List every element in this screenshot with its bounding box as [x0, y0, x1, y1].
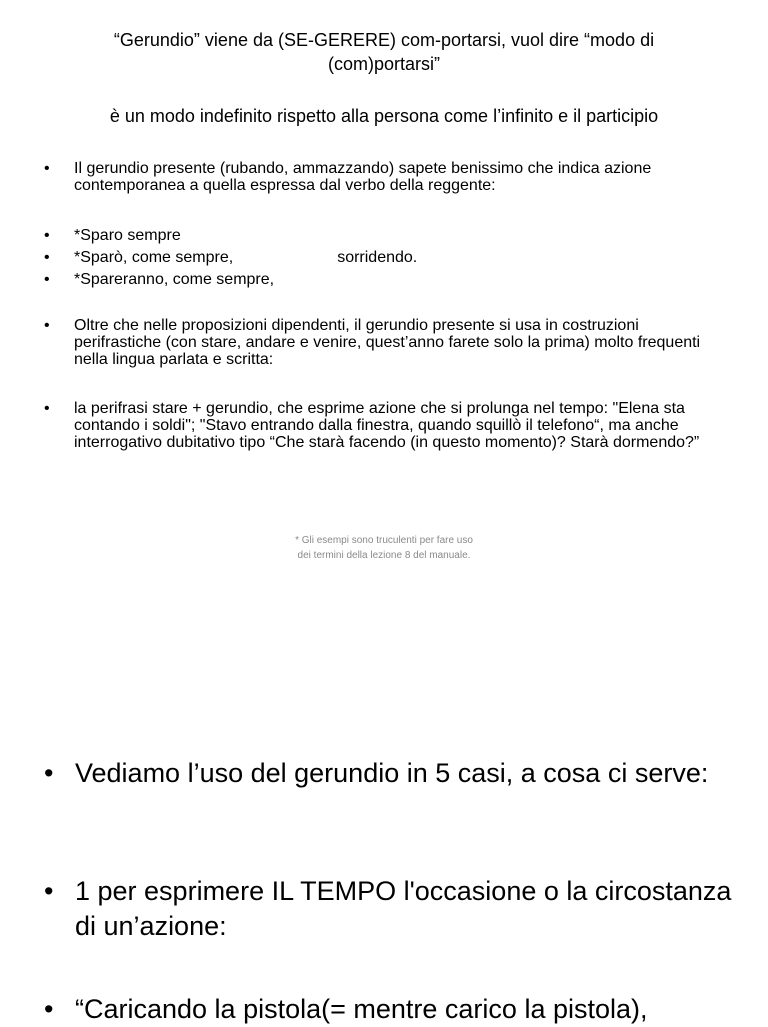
- bullet-icon: •: [44, 249, 50, 266]
- slide-subtitle: è un modo indefinito rispetto alla persona come l’infinito e il participio: [109, 106, 659, 126]
- bullet-icon: •: [44, 758, 54, 788]
- list-item: [44, 247, 724, 269]
- bullet-icon: •: [44, 994, 54, 1024]
- list-item: [44, 269, 724, 291]
- list-item: [44, 225, 724, 247]
- example-gerund: sorridendo.: [337, 249, 418, 266]
- slide-title: “Gerundio” viene da (SE-GERERE) com-portarsi, vuol dire “modo di (com)portarsi”: [113, 30, 655, 74]
- bullet-icon: •: [44, 271, 50, 288]
- big-bullet-list: [44, 874, 734, 944]
- list-item-text: Oltre che nelle proposizioni dipendenti, il gerundio presente si usa in costruzioni perifrastiche (con stare, andare e venire, quest’anno farete solo la prima) molto frequenti nella lingua parlata e scritta:: [74, 317, 701, 368]
- slide-2: [0, 740, 768, 1024]
- big-bullet-list: [44, 992, 734, 1027]
- list-item-text: Vediamo l’uso del gerundio in 5 casi, a cosa ci serve:: [75, 758, 709, 788]
- example-text: *Sparo sempre: [74, 227, 181, 244]
- list-item-text: “Caricando la pistola(= mentre carico la pistola),: [75, 994, 648, 1024]
- list-item: [44, 317, 724, 368]
- list-item: [44, 756, 734, 791]
- bullet-icon: •: [44, 317, 50, 334]
- list-item: [44, 874, 734, 944]
- bullet-icon: •: [44, 400, 50, 417]
- bullet-icon: •: [44, 160, 50, 177]
- footnote-line: * Gli esempi sono truculenti per fare uso: [295, 535, 473, 546]
- bullet-list-intro: [44, 160, 724, 194]
- list-item: [44, 160, 724, 194]
- list-item-text: la perifrasi stare + gerundio, che esprime azione che si prolunga nel tempo: "Elena sta contando i soldi"; "Stavo entrando dalla finestra, quando squillò il telefono“, ma anche interrogativo dubitativo tipo “Che starà facendo (in questo momento)? Starà dormendo?”: [74, 400, 700, 451]
- list-item: [44, 992, 734, 1027]
- example-text: *Sparò, come sempre,: [74, 249, 234, 266]
- bullet-list-periphrastic: [44, 317, 724, 368]
- bullet-icon: •: [44, 227, 50, 244]
- list-item-text: 1 per esprimere IL TEMPO l'occasione o la circostanza di un’azione:: [75, 876, 732, 941]
- bullet-list-stare: [44, 400, 724, 451]
- example-text: *Spareranno, come sempre,: [74, 271, 275, 288]
- footnote: [184, 533, 584, 563]
- big-bullet-list: [44, 756, 734, 791]
- footnote-line: dei termini della lezione 8 del manuale.: [297, 550, 471, 561]
- list-item: [44, 400, 724, 451]
- bullet-icon: •: [44, 876, 54, 906]
- bullet-list-examples: [44, 225, 724, 291]
- list-item-text: Il gerundio presente (rubando, ammazzando) sapete benissimo che indica azione contemporanea a quella espressa dal verbo della reggente:: [74, 160, 652, 194]
